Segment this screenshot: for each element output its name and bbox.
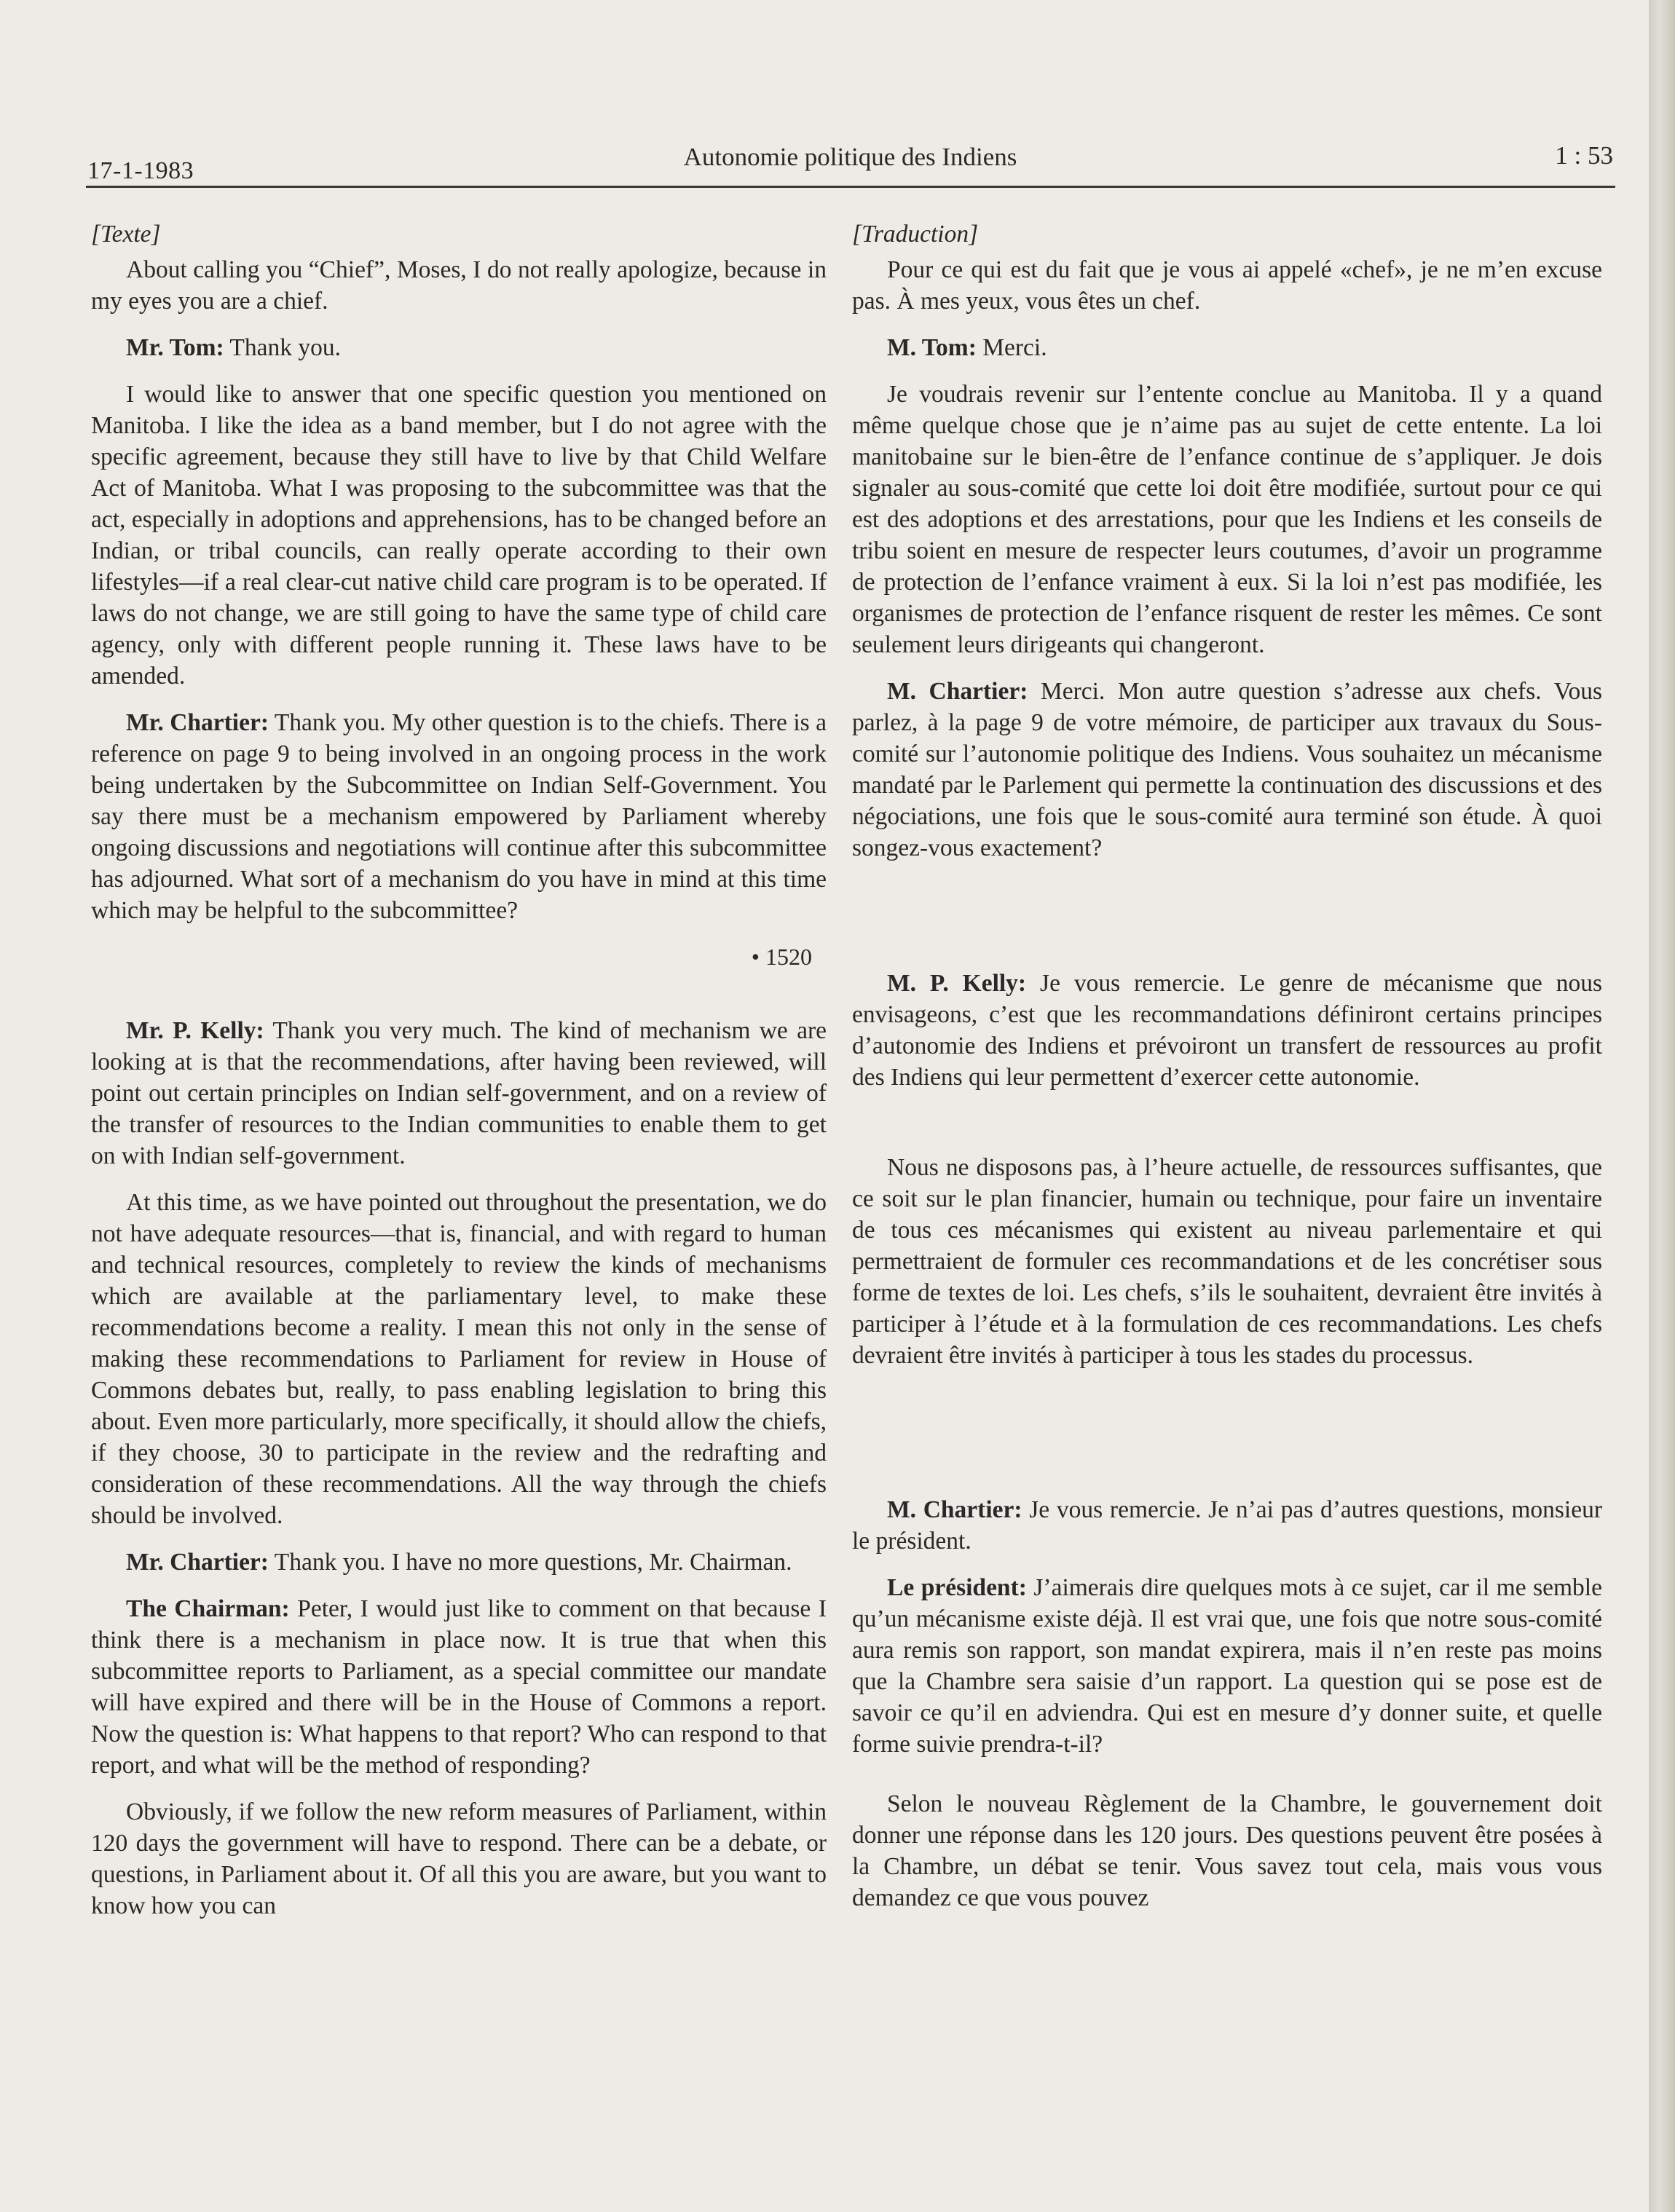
- french-column: [852, 218, 1602, 1929]
- speech-paragraph: [91, 1547, 827, 1578]
- header-rule: [86, 186, 1615, 188]
- speaker-name: Mr. Chartier:: [126, 709, 269, 736]
- speech-text: Peter, I would just like to comment on that because I think there is a mechanism in place now. It is true that when this subcommittee reports to Parliament, as a special committee our mandate will have expired and there will be in the House of Commons a report. Now the question is: What happens to that report? Who can respond to that report, and what will be the method of responding?: [91, 1595, 827, 1779]
- speech-text: Thank you very much. The kind of mechanism we are looking at is that the recommendations, after having been reviewed, will point out certain principles on Indian self-government, and on a review of the transfer of resources to the Indian communities to enable them to get on with Indian self-government.: [91, 1017, 827, 1169]
- page-header: [87, 138, 1613, 189]
- column-gap: [852, 879, 1602, 968]
- speech-text: Merci. Mon autre question s’adresse aux chefs. Vous parlez, à la page 9 de votre mémoire, de participer aux travaux du Sous-comité sur l’autonomie politique des Indiens. Vous souhaitez un mécanisme mandaté par le Parlement qui permette la continuation des discussions et des négociations, une fois que le sous-comité aura terminé son étude. À quoi songez-vous exactement?: [852, 678, 1602, 861]
- speaker-name: Mr. Chartier:: [126, 1549, 269, 1576]
- speaker-name: M. Chartier:: [887, 678, 1028, 705]
- speech-text: Thank you. My other question is to the chiefs. There is a reference on page 9 to being involved in an ongoing process in the work being undertaken by the Subcommittee on Indian Self-Government. You say there must be a mechanism empowered by Parliament whereby ongoing discussions and negotiations will continue after this subcommittee has adjourned. What sort of a mechanism do you have in mind at this time which may be helpful to the subcommittee?: [91, 709, 827, 924]
- speech-text: Thank you.: [224, 334, 341, 361]
- speech-paragraph: [91, 1593, 827, 1781]
- speech-paragraph: [852, 968, 1602, 1093]
- speech-paragraph: [91, 707, 827, 926]
- column-gap: [852, 1108, 1602, 1152]
- speech-paragraph: [852, 1494, 1602, 1557]
- speaker-name: Mr. P. Kelly:: [126, 1017, 264, 1044]
- speech-paragraph: [852, 1572, 1602, 1760]
- language-label: [Texte]: [91, 221, 161, 248]
- speaker-name: M. Chartier:: [887, 1496, 1022, 1523]
- speaker-name: Mr. Tom:: [126, 334, 224, 361]
- paragraph: Obviously, if we follow the new reform measures of Parliament, within 120 days the government will have to respond. There can be a debate, or questions, in Parliament about it. Of all this you are aware, but you want to know how you can: [91, 1798, 827, 1919]
- speaker-name: The Chairman:: [126, 1595, 290, 1622]
- speech-text: Je vous remercie. Je n’ai pas d’autres questions, monsieur le président.: [852, 1496, 1602, 1555]
- page-number: 1 : 53: [1555, 141, 1613, 170]
- language-label: [Traduction]: [852, 221, 979, 248]
- speech-text: Je vous remercie. Le genre de mécanisme que nous envisageons, c’est que les recommandations définiront certains principes d’autonomie des Indiens et prévoiront un transfert de ressources au profit des Indiens qui leur permettent d’exercer cette autonomie.: [852, 970, 1602, 1091]
- speech-text: J’aimerais dire quelques mots à ce sujet, car il me semble qu’un mécanisme existe déjà. Il est vrai que, une fois que notre sous-comité aura remis son rapport, son mandat expirera, mais il n’en reste pas moins que la Chambre sera saisie d’un rapport. La question qui se pose est de savoir ce qu’il en adviendra. Qui est en mesure d’y donner suite, et quelle forme suivie prendra-t-il?: [852, 1574, 1602, 1758]
- paragraph: I would like to answer that one specific question you mentioned on Manitoba. I like the idea as a band member, but I do not agree with the specific agreement, because they still have to live by that Child Welfare Act of Manitoba. What I was proposing to the subcommittee was that the act, especially in adoptions and apprehensions, has to be changed before an Indian, or tribal councils, can really operate according to their own lifestyles—if a real clear-cut native child care program is to be operated. If laws do not change, we are still going to have the same type of child care agency, only with different people running it. These laws have to be amended.: [91, 381, 827, 690]
- paragraph: Pour ce qui est du fait que je vous ai appelé «chef», je ne m’en excuse pas. À mes yeux, vous êtes un chef.: [852, 256, 1602, 315]
- page-date: 17-1-1983: [87, 157, 194, 184]
- paragraph: Selon le nouveau Règlement de la Chambre, le gouvernement doit donner une réponse dans les 120 jours. Des questions peuvent être posées à la Chambre, un débat se tenir. Vous savez tout cela, mais vous vous demandez ce que vous pouvez: [852, 1790, 1602, 1911]
- paragraph: Je voudrais revenir sur l’entente conclue au Manitoba. Il y a quand même quelque chose que je n’aime pas au sujet de cette entente. La loi manitobaine sur le bien-être de l’enfance continue de s’appliquer. Je dois signaler au sous-comité que cette loi doit être modifiée, surtout pour ce qui est des adoptions et des arrestations, pour que les Indiens et les conseils de tribu soient en mesure de respecter leurs coutumes, d’avoir un programme de protection de l’enfance vraiment à eux. Si la loi n’est pas modifiée, les organismes de protection de l’enfance risquent de rester les mêmes. Ce sont seulement leurs dirigeants qui changeront.: [852, 381, 1602, 658]
- speaker-name: M. P. Kelly:: [887, 970, 1027, 997]
- speech-paragraph: [91, 1015, 827, 1172]
- column-gap: [852, 1775, 1602, 1788]
- speaker-name: Le président:: [887, 1574, 1027, 1601]
- page-title: Autonomie politique des Indiens: [683, 143, 1017, 171]
- speaker-name: M. Tom:: [887, 334, 977, 361]
- english-column: [91, 218, 827, 1937]
- paragraph: Nous ne disposons pas, à l’heure actuelle, de ressources suffisantes, que ce soit sur le plan financier, humain ou technique, pour faire un inventaire de tous ces mécanismes qui existent au niveau parlementaire et qui permettraient de formuler ces recommandations et de les concrétiser sous forme de textes de loi. Les chefs, s’ils le souhaitent, devraient être invités à participer à l’étude et à la formulation de ces recommandations. Les chefs devraient être invités à participer à tous les stades du processus.: [852, 1154, 1602, 1369]
- time-marker: • 1520: [751, 944, 812, 970]
- speech-text: Thank you. I have no more questions, Mr. Chairman.: [268, 1549, 792, 1576]
- paragraph: About calling you “Chief”, Moses, I do not really apologize, because in my eyes you are a chief.: [91, 256, 827, 315]
- column-gap: [852, 1386, 1602, 1494]
- speech-paragraph: [91, 332, 827, 363]
- paragraph: At this time, as we have pointed out throughout the presentation, we do not have adequate resources—that is, financial, and with regard to human and technical resources, completely to review the kinds of mechanisms which are available at the parliamentary level, to make these recommendations become a reality. I mean this not only in the sense of making these recommendations to Parliament for review in House of Commons debates but, really, to pass enabling legislation to bring this about. Even more particularly, more specifically, it should allow the chiefs, if they choose, 30 to participate in the review and the redrafting and consideration of these recommendations. All the way through the chiefs should be involved.: [91, 1189, 827, 1529]
- page-edge: [1649, 0, 1675, 2212]
- speech-paragraph: [852, 332, 1602, 363]
- speech-paragraph: [852, 676, 1602, 864]
- speech-text: Merci.: [976, 334, 1047, 361]
